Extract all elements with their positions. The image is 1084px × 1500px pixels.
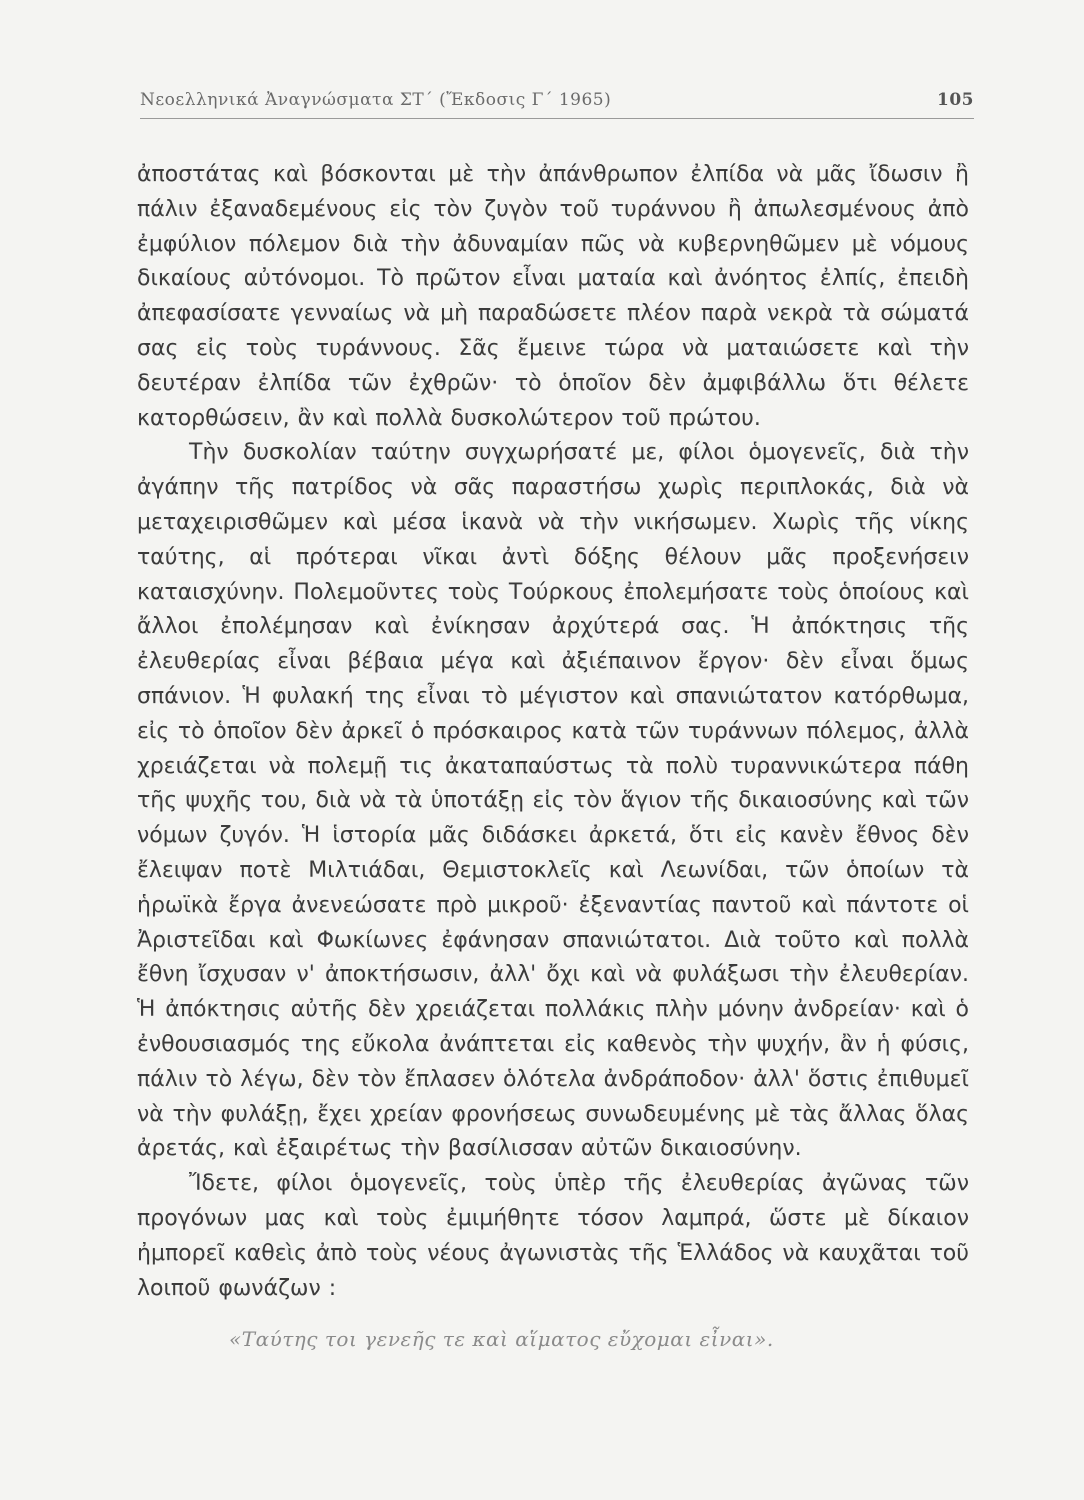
closing-quote: «Ταύτης τοι γενεῆς τε καὶ αἵματος εὔχομαι εἶναι». <box>229 1327 774 1352</box>
paragraph-2: Τὴν δυσκολίαν ταύτην συγχωρήσατέ με, φίλοι ὁμογενεῖς, διὰ τὴν ἀγάπην τῆς πατρίδος νὰ σᾶς παραστήσω χωρὶς περιπλοκάς, διὰ νὰ μεταχειρισθῶμεν καὶ μέσα ἱκανὰ νὰ τὴν νικήσωμεν. Χωρὶς τῆς νίκης ταύτης, αἱ πρότεραι νῖκαι ἀντὶ δόξης θέλουν μᾶς προξενήσειν καταισχύνην. Πολεμοῦντες τοὺς Τούρκους ἐπολεμήσατε τοὺς ὁποίους καὶ ἄλλοι ἐπολέμησαν καὶ ἐνίκησαν ἀρχύτερά σας. Ἡ ἀπόκτησις τῆς ἐλευθερίας εἶναι βέβαια μέγα καὶ ἀξιέπαινον ἔργον· δὲν εἶναι ὅμως σπάνιον. Ἡ φυλακή της εἶναι τὸ μέγιστον καὶ σπανιώτατον κατόρθωμα, εἰς τὸ ὁποῖον δὲν ἀρκεῖ ὁ πρόσκαιρος κατὰ τῶν τυράννων πόλεμος, ἀλλὰ χρειάζεται νὰ πολεμῇ τις ἀκαταπαύστως τὰ πολὺ τυραννικώτερα πάθη τῆς ψυχῆς του, διὰ νὰ τὰ ὑποτάξῃ εἰς τὸν ἅγιον τῆς δικαιοσύνης καὶ τῶν νόμων ζυγόν. Ἡ ἱστορία μᾶς διδάσκει ἀρκετά, ὅτι εἰς κανὲν ἔθνος δὲν ἔλειψαν ποτὲ Μιλτιάδαι, Θεμιστοκλεῖς καὶ Λεωνίδαι, τῶν ὁποίων τὰ ἡρωϊκὰ ἔργα ἀνενεώσατε πρὸ μικροῦ· ἐξεναντίας παντοῦ καὶ πάντοτε οἱ Ἀριστεῖδαι καὶ Φωκίωνες ἐφάνησαν σπανιώτατοι. Διὰ τοῦτο καὶ πολλὰ ἔθνη ἴσχυσαν ν' ἀποκτήσωσιν, ἀλλ' ὄχι καὶ νὰ φυλάξωσι τὴν ἐλευθερίαν. Ἡ ἀπόκτησις αὐτῆς δὲν χρειάζεται πολλάκις πλὴν μόνην ἀνδρείαν· καὶ ὁ ἐνθουσιασμός της εὔκολα ἀνάπτεται εἰς καθενὸς τὴν ψυχήν, ἂν ἡ φύσις, πάλιν τὸ λέγω, δὲν τὸν ἔπλασεν ὁλότελα ἀνδράποδον· ἀλλ' ὅστις ἐπιθυμεῖ νὰ τὴν φυλάξῃ, ἔχει χρείαν φρονήσεως συνωδευμένης μὲ τὰς ἄλλας ὅλας ἀρετάς, καὶ ἐξαιρέτως τὴν βασίλισσαν αὐτῶν δικαιοσύνην. <box>137 440 969 1162</box>
page-number: 105 <box>937 90 974 110</box>
page-header <box>140 88 974 119</box>
running-title: Νεοελληνικά Ἀναγνώσματα ΣΤ΄ (Ἔκδοσις Γ΄ 1965) <box>140 90 612 110</box>
paragraph-3: Ἴδετε, φίλοι ὁμογενεῖς, τοὺς ὑπὲρ τῆς ἐλευθερίας ἀγῶνας τῶν προγόνων μας καὶ τοὺς ἐμιμήθητε τόσον λαμπρά, ὥστε μὲ δίκαιον ἠμπορεῖ καθεὶς ἀπὸ τοὺς νέους ἀγωνιστὰς τῆς Ἑλλάδος νὰ καυχᾶται τοῦ λοιποῦ φωνάζων : <box>137 1171 969 1301</box>
body-text <box>137 158 969 1356</box>
paragraph-1: ἀποστάτας καὶ βόσκονται μὲ τὴν ἀπάνθρωπον ἐλπίδα νὰ μᾶς ἴδωσιν ἢ πάλιν ἐξαναδεμένους εἰς τὸν ζυγὸν τοῦ τυράννου ἢ ἀπωλεσμένους ἀπὸ ἐμφύλιον πόλεμον διὰ τὴν ἀδυναμίαν πῶς νὰ κυβερνηθῶμεν μὲ νόμους δικαίους αὐτόνομοι. Τὸ πρῶτον εἶναι ματαία καὶ ἀνόητος ἐλπίς, ἐπειδὴ ἀπεφασίσατε γενναίως νὰ μὴ παραδώσετε πλέον παρὰ νεκρὰ τὰ σώματά σας εἰς τοὺς τυράννους. Σᾶς ἔμεινε τώρα νὰ ματαιώσετε καὶ τὴν δευτέραν ἐλπίδα τῶν ἐχθρῶν· τὸ ὁποῖον δὲν ἀμφιβάλλω ὅτι θέλετε κατορθώσειν, ἂν καὶ πολλὰ δυσκολώτερον τοῦ πρώτου. <box>137 162 969 431</box>
